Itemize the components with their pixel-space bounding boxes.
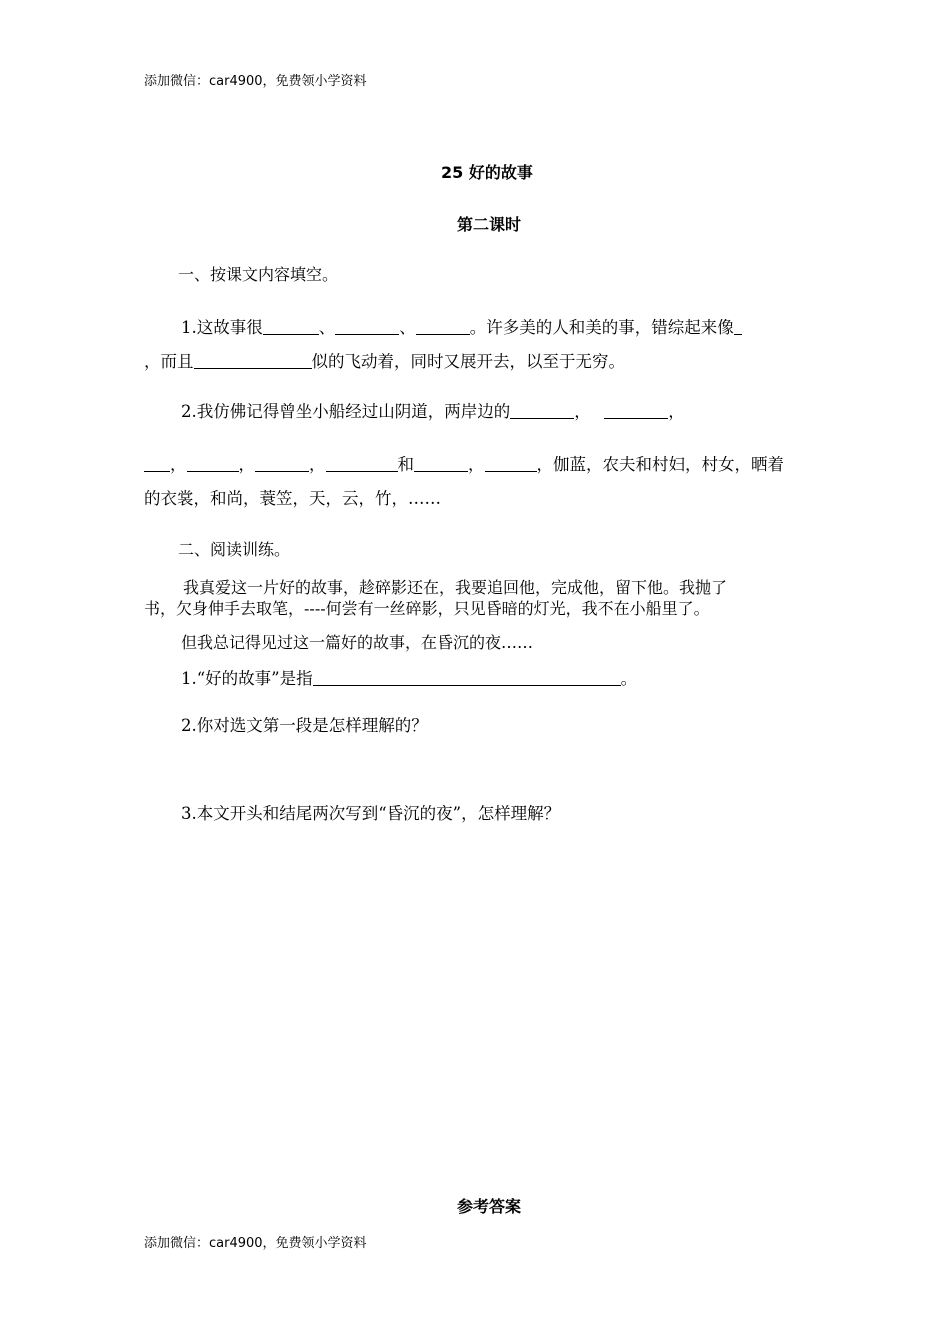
s2-q1-text: “好的故事”是指 bbox=[196, 669, 313, 688]
section1-heading: 一、按课文内容填空。 bbox=[178, 265, 339, 284]
page-title: 25 好的故事 bbox=[441, 163, 533, 182]
fill-blank[interactable] bbox=[263, 318, 319, 336]
passage-line: 我真爱这一片好的故事，趁碎影还在，我要追回他，完成他，留下他。我抛了 bbox=[183, 578, 728, 597]
fill-blank[interactable] bbox=[326, 455, 398, 473]
footer-note: 添加微信：car4900，免费领小学资料 bbox=[144, 1236, 367, 1251]
fill-blank[interactable] bbox=[510, 402, 574, 420]
comma: ， bbox=[668, 402, 685, 421]
fill-blank[interactable] bbox=[485, 455, 537, 473]
s1-q2-text-b: ，伽蓝，农夫和村妇，村女，晒着 bbox=[536, 455, 784, 474]
s1-question-2-line1 bbox=[181, 398, 685, 422]
fill-blank[interactable] bbox=[144, 455, 170, 473]
s1-q2-number: 2. bbox=[181, 402, 197, 421]
s1-q1-text-d: 似的飞动着，同时又展开去，以至于无穷。 bbox=[311, 352, 625, 371]
comma: ， bbox=[574, 402, 591, 421]
s2-q1-number: 1. bbox=[181, 669, 197, 688]
comma: ， bbox=[309, 455, 326, 474]
fill-blank[interactable] bbox=[187, 455, 239, 473]
s2-question-3: 3.本文开头和结尾两次写到“昏沉的夜”，怎样理解？ bbox=[181, 804, 561, 823]
s1-q1-text-c: ，而且 bbox=[144, 352, 194, 371]
s1-question-2-line2 bbox=[144, 451, 784, 475]
comma: ， bbox=[170, 455, 187, 474]
s1-q2-text-a: 我仿佛记得曾坐小船经过山阴道，两岸边的 bbox=[196, 402, 511, 421]
passage-line: 但我总记得见过这一篇好的故事，在昏沉的夜…… bbox=[181, 633, 534, 652]
s2-q1-end: 。 bbox=[620, 669, 638, 688]
passage-line: 书，欠身伸手去取笔，----何尝有一丝碎影，只见昏暗的灯光，我不在小船里了。 bbox=[144, 599, 710, 618]
header-note: 添加微信：car4900，免费领小学资料 bbox=[144, 74, 367, 89]
fill-blank[interactable] bbox=[194, 352, 312, 370]
comma: ， bbox=[468, 455, 485, 474]
section2-heading: 二、阅读训练。 bbox=[178, 540, 291, 559]
fill-blank[interactable] bbox=[604, 402, 668, 420]
fill-blank[interactable] bbox=[414, 455, 468, 473]
comma: ， bbox=[238, 455, 255, 474]
separator: 、 bbox=[318, 318, 336, 337]
s1-question-1-line2 bbox=[144, 348, 625, 372]
fill-blank[interactable] bbox=[734, 318, 742, 336]
separator: 、 bbox=[399, 318, 416, 337]
fill-blank[interactable] bbox=[416, 318, 470, 336]
s2-question-2: 2.你对选文第一段是怎样理解的？ bbox=[181, 716, 428, 735]
s1-q1-text-a: 这故事很 bbox=[196, 318, 263, 337]
answer-blank[interactable] bbox=[313, 669, 621, 687]
fill-blank[interactable] bbox=[255, 455, 309, 473]
s1-q2-and: 和 bbox=[397, 455, 414, 474]
fill-blank[interactable] bbox=[335, 318, 399, 336]
s1-question-1-line1 bbox=[181, 314, 742, 338]
s1-q1-number: 1. bbox=[181, 318, 197, 337]
s1-q1-text-b: 。许多美的人和美的事，错综起来像 bbox=[469, 318, 734, 337]
lesson-subtitle: 第二课时 bbox=[457, 215, 522, 234]
answers-heading: 参考答案 bbox=[457, 1197, 522, 1216]
s1-question-2-line3: 的衣裳，和尚，蓑笠，天，云，竹，…… bbox=[144, 489, 441, 508]
s2-question-1 bbox=[181, 665, 637, 689]
